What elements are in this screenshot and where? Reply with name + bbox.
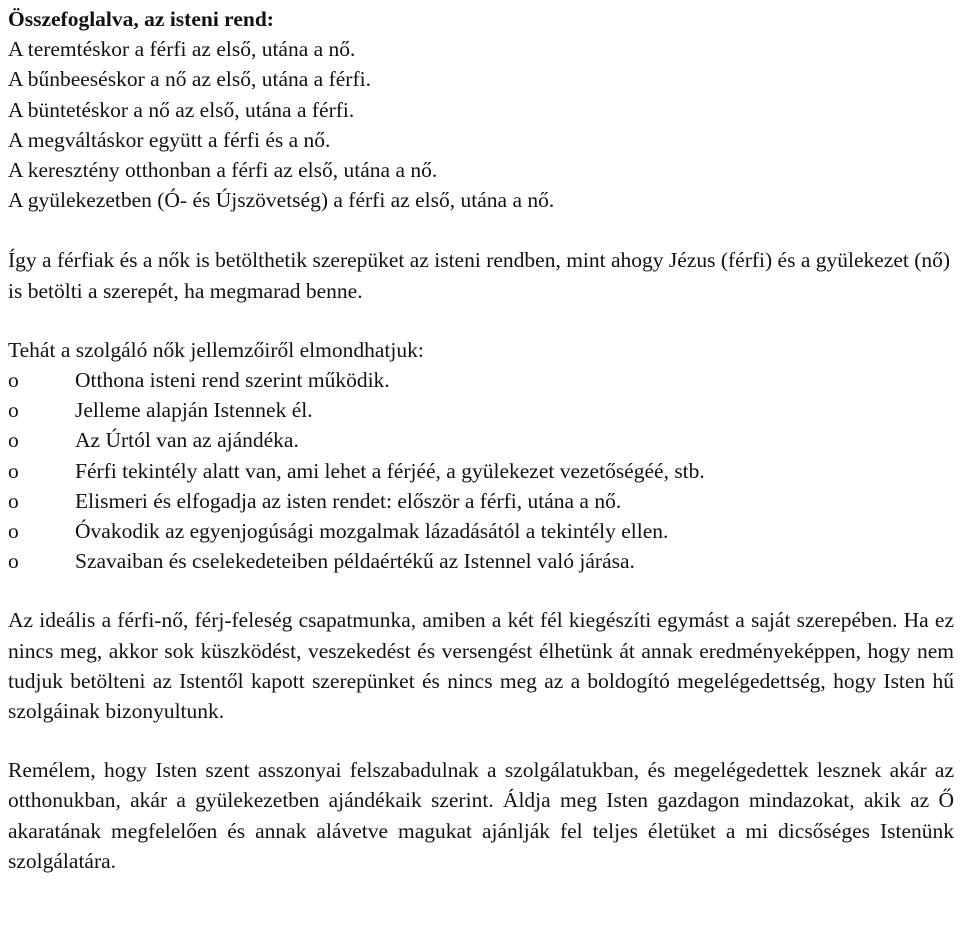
ideal-partnership-paragraph: Az ideális a férfi-nő, férj-feleség csapatmunka, amiben a két fél kiegészíti egymást a saját szerepében. Ha ez nincs meg, akkor sok küszködést, veszekedést és versengést élhetünk át annak eredményeképpen, hogy nem tudjuk betölteni az Istentől kapott szerepünket és nincs meg az a boldogító megelégedettség, hogy Isten hű szolgáinak bizonyultunk. (8, 608, 954, 724)
bullet-circle-icon: o (8, 488, 19, 513)
summary-line-congregation: A gyülekezetben (Ó- és Újszövetség) a férfi az első, utána a nő. (8, 188, 555, 213)
bullet-circle-icon: o (8, 398, 19, 423)
order-paragraph: Így a férfiak és a nők is betölthetik szerepüket az isteni rendben, mint ahogy Jézus (férfi) és a gyülekezet (nő) is betölti a szerepét, ha megmarad benne. (8, 248, 951, 303)
summary-line-redemption: A megváltáskor együtt a férfi és a nő. (8, 127, 331, 152)
list-item (8, 395, 954, 425)
list-item (8, 546, 954, 576)
list-item-text: Férfi tekintély alatt van, ami lehet a férjéé, a gyülekezet vezetőségéé, stb. (75, 458, 705, 483)
summary-heading: Összefoglalva, az isteni rend: (8, 7, 274, 31)
traits-list (8, 365, 954, 576)
bullet-circle-icon: o (8, 458, 19, 483)
closing-paragraph: Remélem, hogy Isten szent asszonyai felszabadulnak a szolgálatukban, és megelégedettek lesznek akár az otthonukban, akár a gyülekezetben ajándékaik szerint. Áldja meg Isten gazdagon mindazokat, akik az Ő akaratának megfelelően és annak alávetve magukat ajánlják fel teljes életüket a mi dicsőséges Istenünk szolgálatára. (8, 758, 954, 873)
list-item-text: Otthona isteni rend szerint működik. (75, 368, 390, 393)
document-page (8, 4, 954, 876)
summary-line-punishment: A büntetéskor a nő az első, utána a férfi. (8, 97, 355, 122)
list-item-text: Jelleme alapján Istennek él. (75, 398, 313, 423)
list-item (8, 365, 954, 395)
list-item-text: Szavaiban és cselekedeteiben példaértékű az Istennel való járása. (75, 549, 635, 574)
bullet-circle-icon: o (8, 428, 19, 453)
list-item (8, 425, 954, 455)
bullet-circle-icon: o (8, 519, 19, 544)
list-item-text: Óvakodik az egyenjogúsági mozgalmak lázadásától a tekintély ellen. (75, 519, 669, 544)
list-item-text: Az Úrtól van az ajándéka. (75, 428, 299, 453)
list-item (8, 456, 954, 486)
summary-section (8, 4, 954, 215)
traits-intro: Tehát a szolgáló nők jellemzőiről elmondhatjuk: (8, 337, 424, 362)
summary-line-creation: A teremtéskor a férfi az első, utána a nő. (8, 37, 356, 62)
list-item (8, 516, 954, 546)
summary-line-christian-home: A keresztény otthonban a férfi az első, utána a nő. (8, 158, 438, 183)
bullet-circle-icon: o (8, 368, 19, 393)
list-item-text: Elismeri és elfogadja az isten rendet: először a férfi, utána a nő. (75, 488, 622, 513)
list-item (8, 486, 954, 516)
bullet-circle-icon: o (8, 549, 19, 574)
summary-line-fall: A bűnbeeséskor a nő az első, utána a férfi. (8, 67, 371, 92)
